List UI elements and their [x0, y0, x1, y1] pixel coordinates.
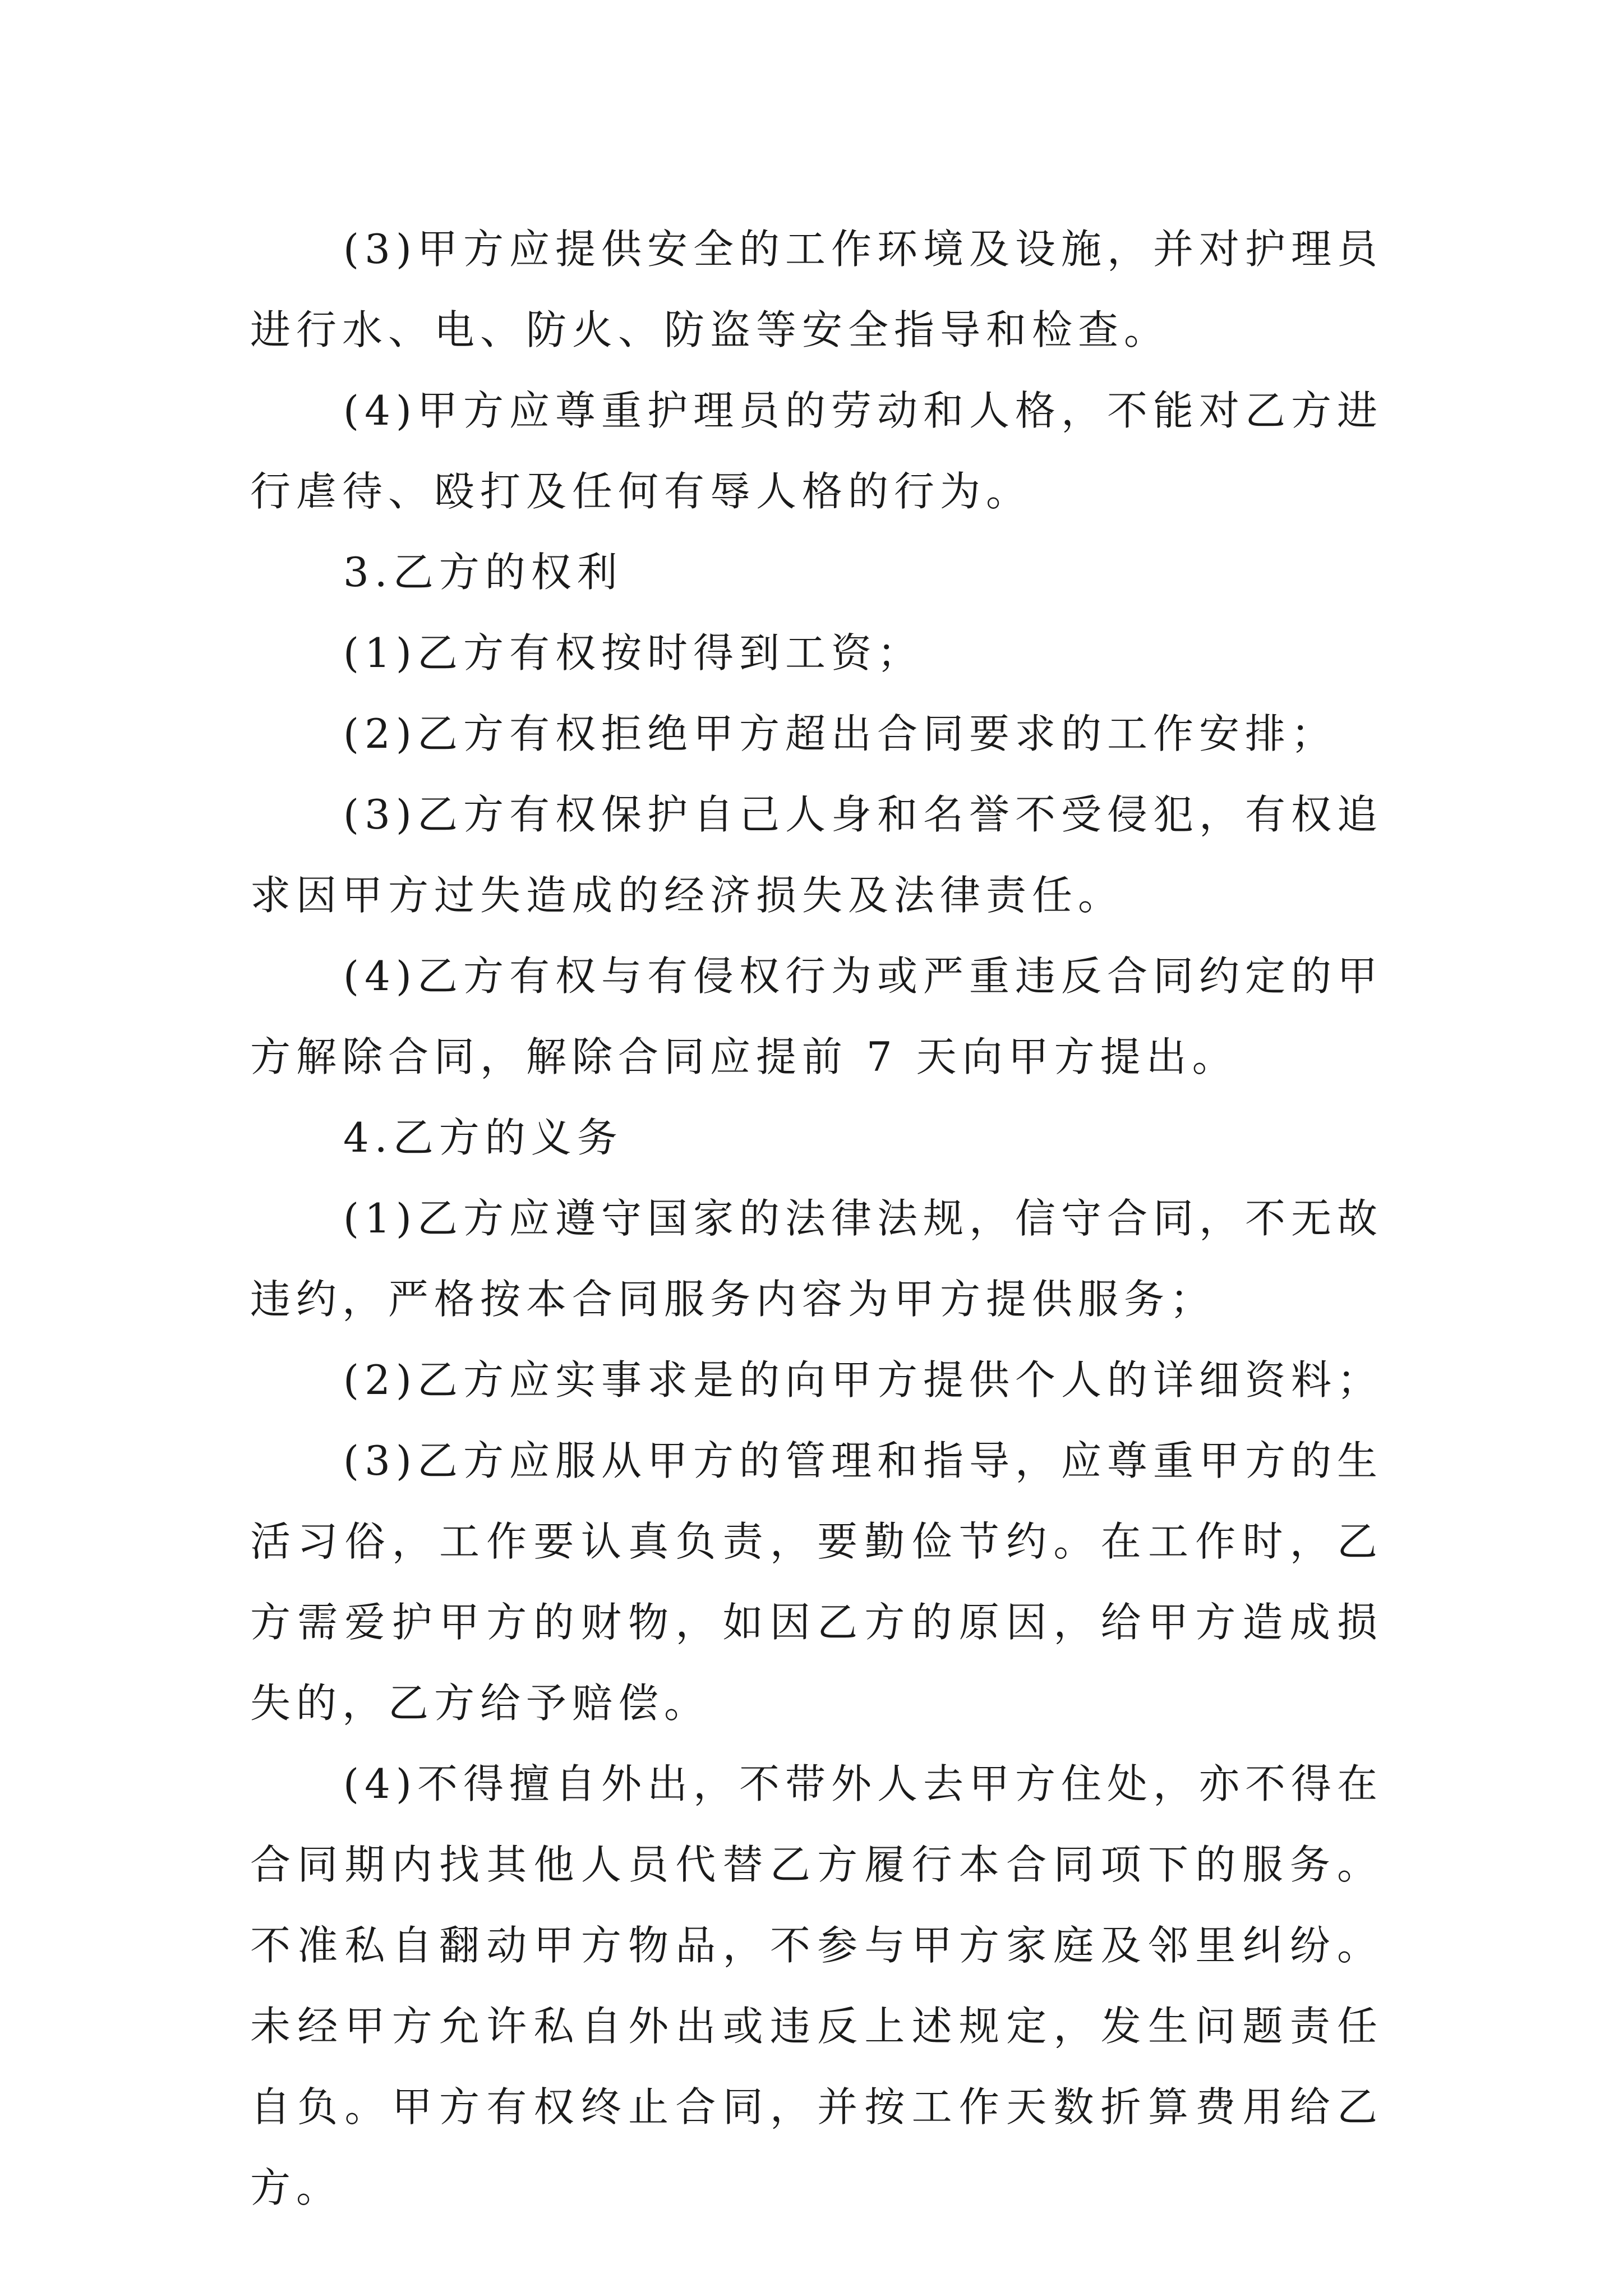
paragraph-party-b-obligation-3: (3)乙方应服从甲方的管理和指导，应尊重甲方的生活习俗，工作要认真负责，要勤俭节约。在工作时，乙方需爱护甲方的财物，如因乙方的原因，给甲方造成损失的，乙方给予赔偿。	[250, 1437, 1383, 1727]
paragraph-party-b-right-2: (2)乙方有权拒绝甲方超出合同要求的工作安排；	[343, 710, 1337, 757]
paragraph-party-a-obligation-3: (3)甲方应提供安全的工作环境及设施，并对护理员进行水、电、防火、防盗等安全指导和检查。	[250, 226, 1383, 353]
paragraph-party-a-obligation-4: (4)甲方应尊重护理员的劳动和人格，不能对乙方进行虐待、殴打及任何有辱人格的行为。	[250, 387, 1383, 515]
paragraph-party-b-obligation-1: (1)乙方应遵守国家的法律法规，信守合同，不无故违约，严格按本合同服务内容为甲方提供服务；	[250, 1195, 1383, 1323]
document-body	[250, 209, 1383, 2228]
section-heading-party-b-rights: 3.乙方的权利	[343, 549, 623, 596]
section-heading-party-b-obligations: 4.乙方的义务	[343, 1114, 623, 1161]
paragraph-party-b-obligation-2: (2)乙方应实事求是的向甲方提供个人的详细资料；	[343, 1356, 1383, 1404]
paragraph-party-b-right-3: (3)乙方有权保护自己人身和名誉不受侵犯，有权追求因甲方过失造成的经济损失及法律责任。	[250, 791, 1383, 919]
paragraph-party-b-right-4: (4)乙方有权与有侵权行为或严重违反合同约定的甲方解除合同，解除合同应提前 7 天向甲方提出。	[250, 953, 1383, 1080]
paragraph-party-b-right-1: (1)乙方有权按时得到工资；	[343, 629, 923, 677]
paragraph-party-b-obligation-4: (4)不得擅自外出，不带外人去甲方住处，亦不得在合同期内找其他人员代替乙方履行本合同项下的服务。不准私自翻动甲方物品，不参与甲方家庭及邻里纠纷。未经甲方允许私自外出或违反上述规定，发生问题责任自负。甲方有权终止合同，并按工作天数折算费用给乙方。	[250, 1760, 1383, 2211]
